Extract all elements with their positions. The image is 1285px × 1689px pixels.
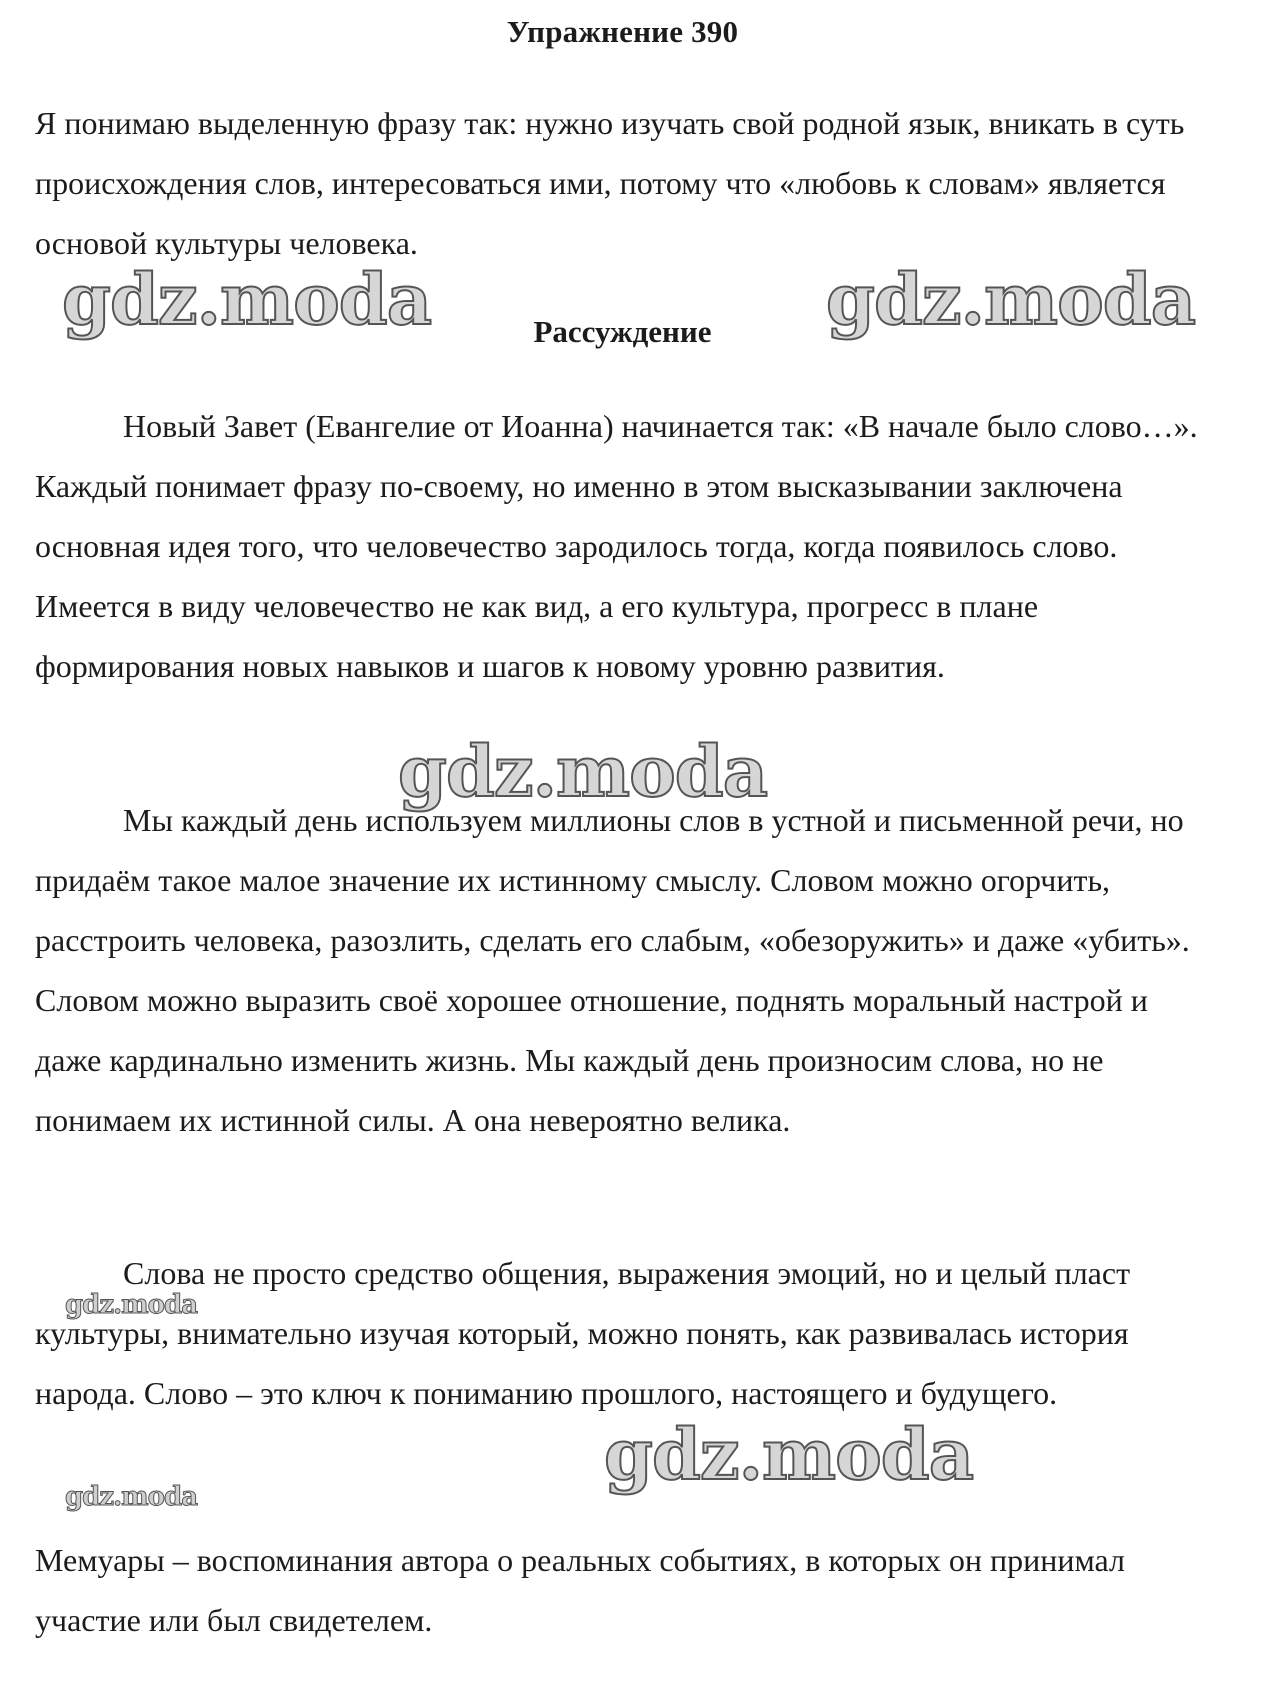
closing-paragraph: Мемуары – воспоминания автора о реальных событиях, в которых он принимал участие или был свидетелем. <box>35 1542 1125 1638</box>
watermark: gdz.moda <box>62 258 432 341</box>
watermark: gdz.moda <box>398 730 768 813</box>
intro-paragraph: Я понимаю выделенную фразу так: нужно изучать свой родной язык, вникать в суть происхождения слов, интересоваться ими, потому что «любовь к словам» является основой культуры человека. <box>35 105 1185 261</box>
essay-paragraph-2: Мы каждый день используем миллионы слов в устной и письменной речи, но придаём такое малое значение их истинному смыслу. Словом можно огорчить, расстроить человека, разозлить, сделать его слабым, «обезоружить» и даже «убить». Словом можно выразить своё хорошее отношение, поднять моральный настрой и даже кардинально изменить жизнь. Мы каждый день произносим слова, но не понимаем их истинной силы. А она невероятно велика. <box>35 802 1190 1138</box>
essay-paragraph-1: Новый Завет (Евангелие от Иоанна) начинается так: «В начале было слово…». Каждый понимает фразу по-своему, но именно в этом высказывании заключена основная идея того, что человечество зародилось тогда, когда появилось слово. Имеется в виду человечество не как вид, а его культура, прогресс в плане формирования новых навыков и шагов к новому уровню развития. <box>35 408 1198 684</box>
exercise-title: Упражнение 390 <box>506 14 739 49</box>
section-title: Рассуждение <box>533 314 712 349</box>
watermark: gdz.moda <box>826 258 1196 341</box>
watermark: gdz.moda <box>604 1413 974 1496</box>
watermark: gdz.moda <box>65 1482 198 1512</box>
watermark: gdz.moda <box>65 1290 198 1320</box>
essay-paragraph-3: Слова не просто средство общения, выражения эмоций, но и целый пласт культуры, внимательно изучая который, можно понять, как развивалась история народа. Слово – это ключ к пониманию прошлого, настоящего и будущего. <box>35 1255 1131 1411</box>
